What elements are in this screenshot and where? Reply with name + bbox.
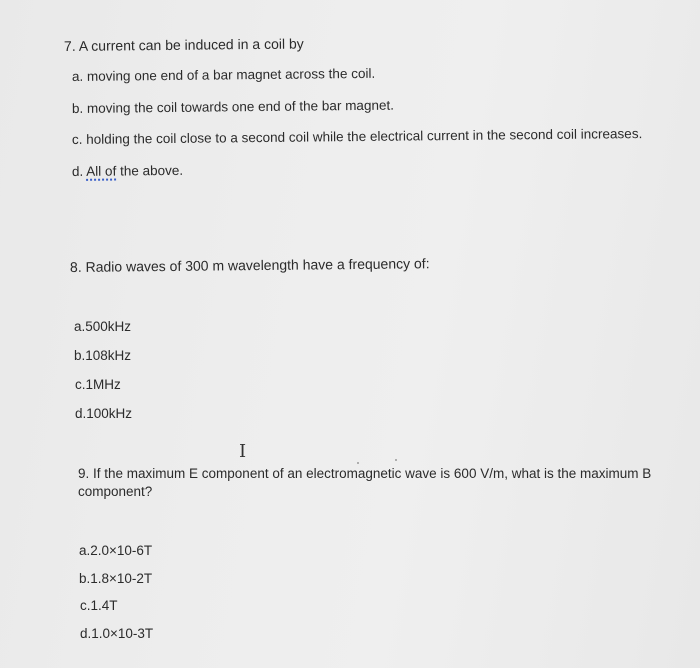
question-7-option-d: [72, 162, 183, 181]
question-7-option-a: a. moving one end of a bar magnet across the coil.: [71, 65, 376, 84]
question-8-option-c: c.1MHz: [75, 377, 121, 392]
question-7-option-c: c. holding the coil close to a second coil while the electrical current in the second coil increases.: [71, 126, 643, 147]
speck: [395, 459, 397, 461]
question-8-option-b: b.108kHz: [74, 348, 132, 363]
question-9-option-d: d.1.0×10-3T: [80, 626, 154, 641]
option-d-suffix: the above.: [116, 162, 184, 179]
question-8-option-d: d.100kHz: [75, 406, 133, 421]
question-8-title: 8. Radio waves of 300 m wavelength have a frequency of:: [69, 255, 430, 275]
spellcheck-underlined-text: All of: [86, 163, 117, 179]
question-9-option-b: b.1.8×10-2T: [79, 571, 153, 586]
question-9-title: 9. If the maximum E component of an electromagnetic wave is 600 V/m, what is the maximum B component?: [78, 466, 652, 499]
question-8-option-a: a.500kHz: [74, 319, 132, 334]
option-d-prefix: d.: [71, 163, 87, 179]
question-7-title: 7. A current can be induced in a coil by: [63, 35, 304, 54]
text-cursor-icon: I: [239, 441, 247, 462]
question-9-option-c: c.1.4T: [80, 598, 118, 613]
question-9-option-a: a.2.0×10-6T: [79, 543, 153, 558]
speck: [357, 462, 359, 464]
question-7-option-b: b. moving the coil towards one end of the bar magnet.: [71, 97, 395, 116]
